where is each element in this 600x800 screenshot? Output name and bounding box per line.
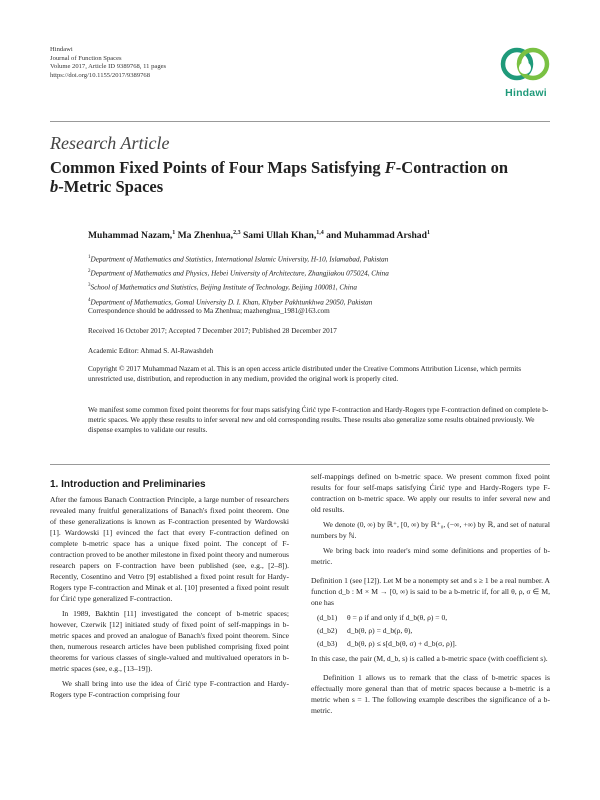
- journal-info: [50, 46, 166, 80]
- paragraph: Definition 1 allows us to remark that the class of b-metric spaces is effectually more general than that of metric spaces because a b-metric is a metric when s = 1. The following example describes the significance of a b-metric.: [311, 673, 550, 715]
- article-type: Research Article: [50, 133, 170, 153]
- paragraph: In this case, the pair (M, d_b, s) is called a b-metric space (with coefficient s).: [311, 654, 548, 663]
- paragraph: self-mappings defined on b-metric space. We present common fixed point results for four self-maps satisfying Ćirić type and Hardy-Rogers type F-contraction on b-metric space. We apply our results to infer several new and old results.: [311, 472, 550, 514]
- equation-list: [317, 611, 550, 650]
- paragraph: We bring back into reader's mind some definitions and properties of b-metric.: [311, 546, 550, 566]
- equation: (d_b3) d_b(θ, ρ) ≤ s[d_b(θ, σ) + d_b(σ, ρ)].: [317, 639, 457, 648]
- affiliation: $^4$Department of Mathematics, Gomal University D. I. Khan, Khyber Pakhtunkhwa 29050, Pakistan: [88, 297, 373, 306]
- authors: Muhammad Nazam,$^1$ Ma Zhenhua,$^{2,3}$ Sami Ullah Khan,$^{1,4}$ and Muhammad Arshad$^1$: [88, 230, 430, 242]
- column-left: [50, 494, 289, 700]
- paragraph: We denote (0, ∞) by ℝ⁺, [0, ∞) by ℝ⁺₀, (−∞, +∞) by ℝ, and set of natural numbers by ℕ.: [311, 520, 550, 540]
- publisher-name: Hindawi: [50, 46, 73, 53]
- affiliations: [88, 252, 389, 309]
- affiliation: $^2$Department of Mathematics and Physics, Hebei University of Architecture, Zhangjiakou 075024, China: [88, 269, 389, 278]
- column-right: [311, 471, 550, 716]
- logo-text: Hindawi: [505, 87, 547, 99]
- abstract-divider: [50, 464, 550, 465]
- affiliation: $^3$School of Mathematics and Statistics, Beijing Institute of Technology, Beijing 100081, China: [88, 283, 357, 292]
- copyright: Copyright © 2017 Muhammad Nazam et al. This is an open access article distributed under the Creative Commons Attribution License, which permits unrestricted use, distribution, and reproduction in any medium, provided the original work is properly cited.: [88, 365, 522, 383]
- abstract: We manifest some common fixed point theorems for four maps satisfying Ćirić type F-contraction and Hardy-Rogers type F-contraction defined on complete b-metric spaces. We apply these results to infer several new and old corresponding results. These results also generalize some results obtained previously. We dispense examples to validate our results.: [88, 406, 549, 434]
- paragraph: In 1989, Bakhtin [11] investigated the concept of b-metric spaces; however, Czerwik [12] initiated study of fixed point of self-mappings in b-metric spaces and proved an analogue of Banach's fixed point theorem. Since then, numerous research articles have been published comprising fixed point theorems for various classes of single-valued and multivalued operators in b-metric spaces (see, e.g., [13–19]).: [50, 609, 289, 673]
- paragraph: After the famous Banach Contraction Principle, a large number of researchers revealed many fruitful generalizations of Banach's fixed point theorem. One of these generalizations is known as F-contraction presented by Wardowski [1]. Wardowski [1] evinced the fact that every F-contraction defined on complete b-metric space has a unique fixed point. The concept of F-contraction proved to be another milestone in fixed point theory and numerous research papers on F-contraction have been published (see, e.g., [2–8]). Recently, Cosentino and Vetro [9] established a fixed point result for Hardy-Rogers type F-contraction and Minak et al. [10] presented a fixed point result for Ćirić type generalized F-contraction.: [50, 495, 289, 603]
- paragraph: We shall bring into use the idea of Ćirić type F-contraction and Hardy-Rogers type F-contraction comprising four: [50, 679, 289, 699]
- header-divider: [50, 121, 550, 122]
- equation: (d_b1) θ = ρ if and only if d_b(θ, ρ) = 0,: [317, 613, 448, 622]
- affiliation: $^1$Department of Mathematics and Statistics, International Islamic University, H-10, Islamabad, Pakistan: [88, 255, 389, 264]
- correspondence: Correspondence should be addressed to Ma Zhenhua; mazhenghua_1981@163.com: [88, 307, 330, 315]
- paper-title: Common Fixed Points of Four Maps Satisfying F-Contraction on b-Metric Spaces: [50, 158, 509, 196]
- academic-editor: Academic Editor: Ahmad S. Al-Rawashdeh: [88, 347, 214, 355]
- section-heading: 1. Introduction and Preliminaries: [50, 479, 206, 490]
- definition: Definition 1 (see [12]). Let M be a nonempty set and s ≥ 1 be a real number. A function d_b : M × M → [0, ∞) is said to be a b-metric if, for all θ, ρ, σ ∈ M, one has: [311, 576, 550, 607]
- equation: (d_b2) d_b(θ, ρ) = d_b(ρ, θ),: [317, 626, 413, 635]
- journal-name: Journal of Function Spaces: [50, 54, 122, 62]
- dates: Received 16 October 2017; Accepted 7 December 2017; Published 28 December 2017: [88, 327, 337, 335]
- volume-line: Volume 2017, Article ID 9389768, 11 pages: [50, 63, 167, 71]
- doi-link[interactable]: https://doi.org/10.1155/2017/9389768: [50, 71, 151, 79]
